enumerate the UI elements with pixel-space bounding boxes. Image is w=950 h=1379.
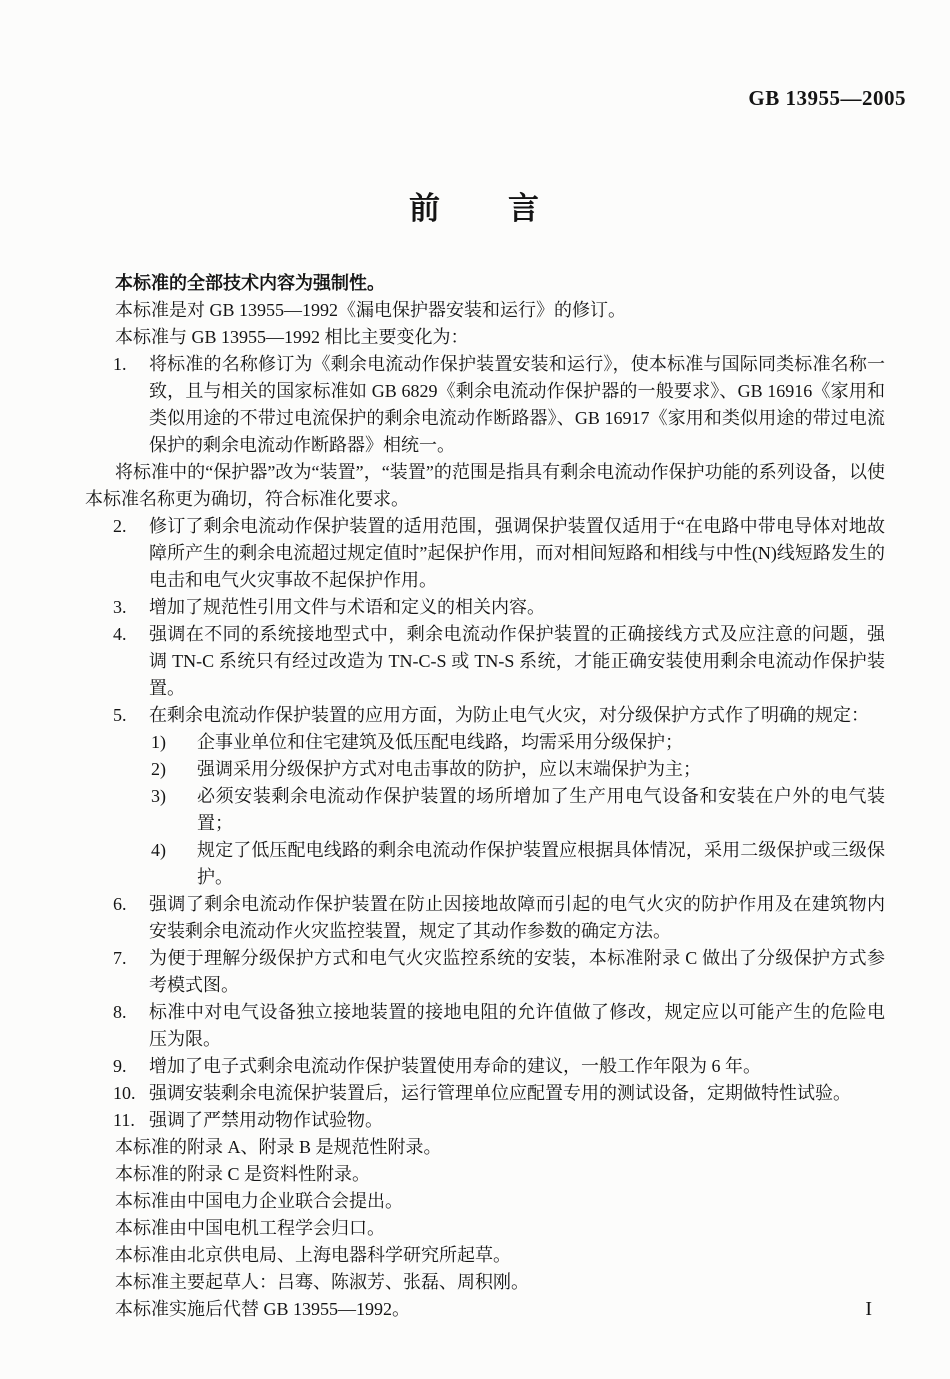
sub-item-text: 规定了低压配电线路的剩余电流动作保护装置应根据具体情况，采用二级保护或三级保护。: [197, 840, 885, 887]
change-item-text: 强调了剩余电流动作保护装置在防止因接地故障而引起的电气火灾的防护作用及在建筑物内安装剩余电流动作火灾监控装置，规定了其动作参数的确定方法。: [149, 894, 885, 941]
sub-item-4: [85, 837, 885, 891]
sub-item-text: 企事业单位和住宅建筑及低压配电线路，均需采用分级保护；: [197, 732, 683, 752]
closing-managed-by: 本标准由中国电机工程学会归口。: [115, 1218, 385, 1238]
change-item-number: 8.: [113, 1002, 127, 1022]
page-number: I: [865, 1298, 872, 1320]
sub-item-text: 强调采用分级保护方式对电击事故的防护，应以末端保护为主；: [197, 759, 701, 779]
change-item-text: 标准中对电气设备独立接地装置的接地电阻的允许值做了修改，规定应以可能产生的危险电压为限。: [149, 1002, 885, 1049]
change-item-5: [85, 702, 885, 729]
doc-number: GB 13955—2005: [748, 86, 906, 110]
change-item-8: [85, 999, 885, 1053]
change-item-4: [85, 621, 885, 702]
change-item-number: 3.: [113, 597, 127, 617]
change-item-text: 为便于理解分级保护方式和电气火灾监控系统的安装，本标准附录 C 做出了分级保护方式参考模式图。: [149, 948, 885, 995]
sub-item-number: 1): [151, 732, 166, 752]
page-title: 前 言: [409, 191, 541, 226]
change-item-number: 9.: [113, 1056, 127, 1076]
document-body: [85, 270, 885, 1323]
change-item-text: 强调了严禁用动物作试验物。: [149, 1110, 383, 1130]
change-item-number: 1.: [113, 354, 127, 374]
closing-annex-c: 本标准的附录 C 是资料性附录。: [115, 1164, 371, 1184]
change-item-text: 将标准的名称修订为《剩余电流动作保护装置安装和运行》，使本标准与国际同类标准名称一致，且与相关的国家标准如 GB 6829《剩余电流动作保护器的一般要求》、GB 16916《家用和类似用途的不带过电流保护的剩余电流动作断路器》、GB 16917《家用和类似用途的带过电流保护的剩余电流动作断路器》相统一。: [149, 354, 885, 455]
change-item-2: [85, 513, 885, 594]
sub-item-2: [85, 756, 885, 783]
closing-drafted-by: 本标准由北京供电局、上海电器科学研究所起草。: [115, 1245, 511, 1265]
change-item-text: 增加了规范性引用文件与术语和定义的相关内容。: [149, 597, 545, 617]
change-item-text: 增加了电子式剩余电流动作保护装置使用寿命的建议，一般工作年限为 6 年。: [149, 1056, 761, 1076]
closing-drafters: 本标准主要起草人：吕骞、陈淑芳、张磊、周积刚。: [115, 1272, 529, 1292]
sub-item-1: [85, 729, 885, 756]
closing-replaces: 本标准实施后代替 GB 13955—1992。: [115, 1299, 411, 1319]
change-item-1: [85, 351, 885, 459]
change-item-number: 10.: [113, 1083, 136, 1103]
change-item-7: [85, 945, 885, 999]
change-item-number: 11.: [113, 1110, 135, 1130]
change-item-number: 2.: [113, 516, 127, 536]
change-item-10: [85, 1080, 885, 1107]
change-item-number: 7.: [113, 948, 127, 968]
closing-annex-ab: 本标准的附录 A、附录 B 是规范性附录。: [115, 1137, 442, 1157]
revision-note: 将标准中的“保护器”改为“装置”，“装置”的范围是指具有剩余电流动作保护功能的系列设备，以使本标准名称更为确切，符合标准化要求。: [85, 462, 885, 509]
change-item-9: [85, 1053, 885, 1080]
intro-line-2: 本标准是对 GB 13955—1992《漏电保护器安装和运行》的修订。: [115, 300, 627, 320]
sub-item-text: 必须安装剩余电流动作保护装置的场所增加了生产用电气设备和安装在户外的电气装置；: [197, 786, 885, 833]
sub-item-number: 3): [151, 786, 166, 806]
sub-item-number: 4): [151, 840, 166, 860]
change-item-number: 6.: [113, 894, 127, 914]
sub-item-3: [85, 783, 885, 837]
change-item-text: 修订了剩余电流动作保护装置的适用范围，强调保护装置仅适用于“在电路中带电导体对地故障所产生的剩余电流超过规定值时”起保护作用，而对相间短路和相线与中性(N)线短路发生的电击和电气火灾事故不起保护作用。: [149, 516, 885, 590]
change-item-number: 4.: [113, 624, 127, 644]
change-item-3: [85, 594, 885, 621]
sub-item-number: 2): [151, 759, 166, 779]
intro-line-3: 本标准与 GB 13955—1992 相比主要变化为：: [115, 327, 469, 347]
change-item-text: 在剩余电流动作保护装置的应用方面，为防止电气火灾，对分级保护方式作了明确的规定：: [149, 705, 869, 725]
change-item-text: 强调安装剩余电流保护装置后，运行管理单位应配置专用的测试设备，定期做特性试验。: [149, 1083, 851, 1103]
change-item-text: 强调在不同的系统接地型式中，剩余电流动作保护装置的正确接线方式及应注意的问题，强调 TN-C 系统只有经过改造为 TN-C-S 或 TN-S 系统，才能正确安装使用剩余电流动作保护装置。: [149, 624, 885, 698]
change-item-6: [85, 891, 885, 945]
intro-line-1: 本标准的全部技术内容为强制性。: [115, 273, 385, 293]
change-item-11: [85, 1107, 885, 1134]
closing-proposed-by: 本标准由中国电力企业联合会提出。: [115, 1191, 403, 1211]
change-item-number: 5.: [113, 705, 127, 725]
